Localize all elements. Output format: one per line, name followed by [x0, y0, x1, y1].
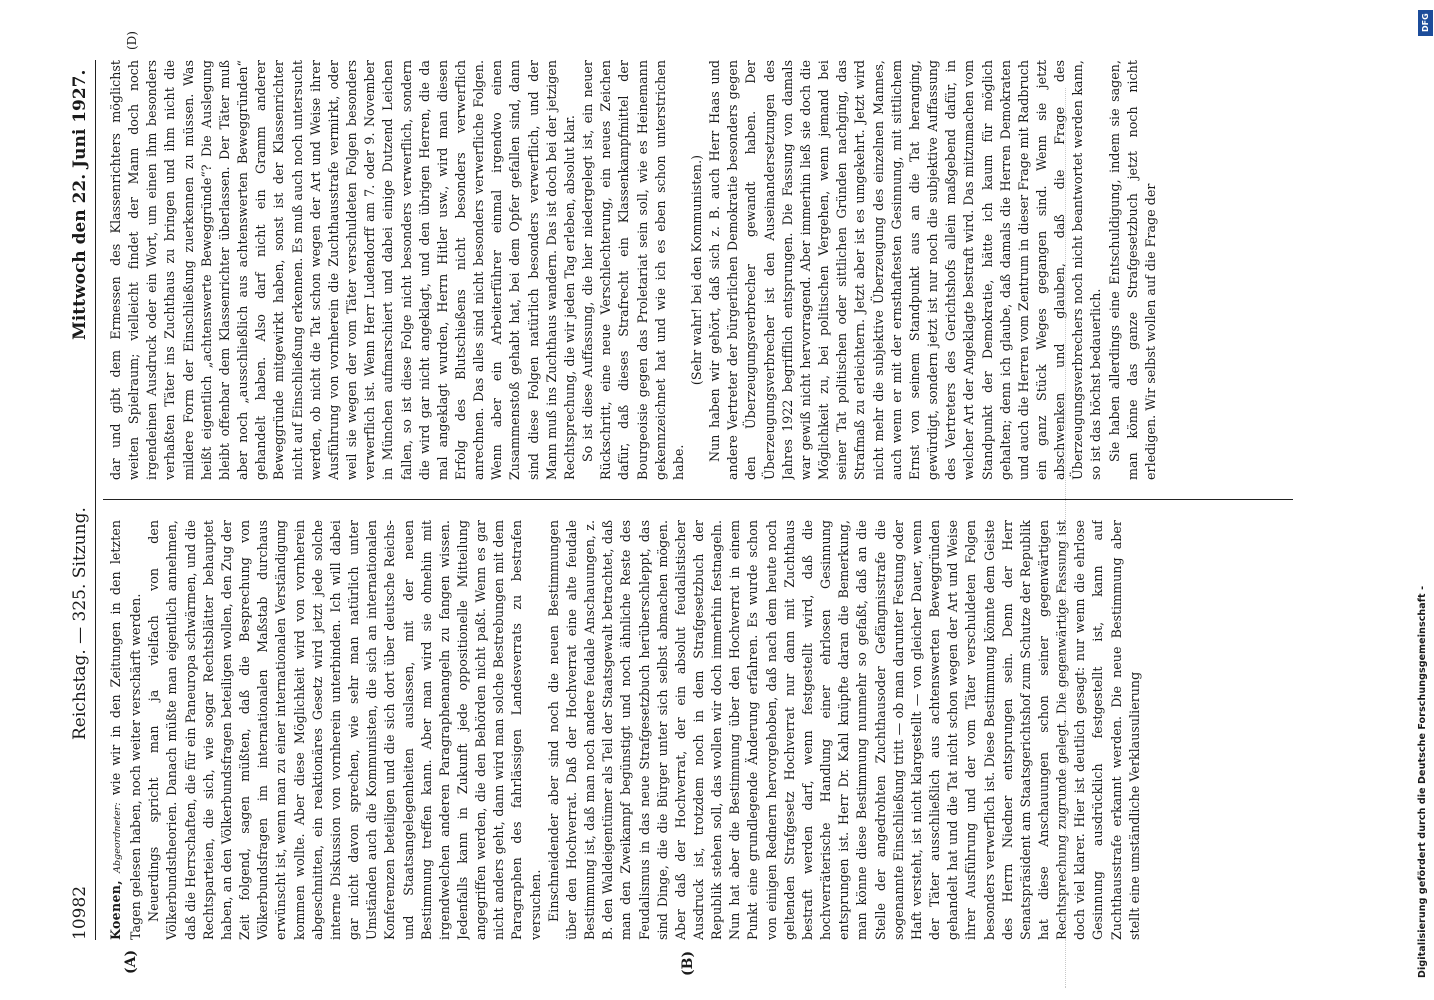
page-number: 10982 — [70, 885, 90, 940]
left-column — [107, 520, 1287, 940]
paragraph: Einschneidender aber sind noch die neuen Bestimmungen über den Hochverrat. Daß der Hochverrat eine alte feudale Bestimmung ist, daß man noch andere feudale Anschauungen, z. B. den Waldeigentümer als Teil der Staatsgewalt betrachtet, daß man den Zweikampf begünstigt und noch ähnliche Reste des Feudalismus in das neue Strafgesetzbuch herüberschleppt, das sind Dinge, die die Bürger unter sich selbst abmachen mögen. Aber daß der Hochverrat, der ein absolut feudalistischer Ausdruck ist, trotzdem noch in dem Strafgesetzbuch der Republik stehen soll, das wollen wir doch immerhin festnageln. Nun hat aber die Bestimmung über den Hochverrat in einem Punkt eine grundlegende Änderung erfahren. Es wurde schon von einigen Rednern hervorgehoben, daß nach dem heute noch geltenden Strafgesetz Hochverrat nur dann mit Zuchthaus bestraft werden darf, wenn festgestellt wird, daß die hochverräterische Handlung einer ehrlosen Gesinnung entsprungen ist. Herr Dr. Kahl knüpfte daran die Bemerkung, man könne diese Bestimmung nunmehr so gefaßt, daß an die Stelle der angedrohten Zuchthausoder Gefängnisstrafe die sogenannte Einschließung tritt — ob man darunter Festung oder Haft versteht, ist nicht klargestellt — von gleicher Dauer, wenn der Täter ausschließlich aus achtenswerten Beweggründen gehandelt hat und die Tat nicht schon wegen der Art und Weise ihrer Ausführung und der vom Täter verschuldeten Folgen besonders verwerflich ist. Diese Bestimmung könnte dem Geiste des Herrn Niedner entsprungen sein. Denn der Herr Senatspräsident am Staatsgerichtshof zum Schutze der Republik hat diese Anschauungen schon seiner gegenwärtigen Rechtsprechung zugrunde gelegt. Die gegenwärtige Fassung ist doch viel klarer. Hier ist deutlich gesagt: nur wenn die ehrlose Gesinnung ausdrücklich festgestellt ist, kann auf Zuchthausstrafe erkannt werden. Die neue Bestimmung aber stellt eine umständliche Verklausulierung — [545, 520, 1142, 940]
paragraph: Sie haben allerdings eine Entschuldigung, indem sie sagen, man könne das ganze Strafgesetzbuch jetzt noch nicht erledigen. Wir selbst wollen auf die Frage der — [1106, 60, 1158, 480]
newspaper-sheet — [65, 31, 1295, 976]
right-column — [107, 60, 1287, 480]
interjection: (Sehr wahr! bei den Kommunisten.) — [689, 154, 704, 386]
paragraph: dar und gibt dem Ermessen des Klassenrichters möglichst weiten Spielraum; vielleicht findet der Mann doch noch irgendeinen Ausdruck oder ein Wort, um einen ihm besonders verhaßten Täter ins Zuchthaus zu bringen und ihm nicht die mildere Form der Einschließung zuerkennen zu müssen. Was heißt eigentlich „achtenswerte Beweggründe“? Die Auslegung bleibt offenbar dem Klassenrichter überlassen. Der Täter muß aber noch „ausschließlich aus achtenswerten Beweggründen“ gehandelt haben. Also darf nicht ein Gramm anderer Beweggründe mitgewirkt haben, sonst ist der Klassenrichter nicht auf Einschließung erkennen. Es muß auch noch untersucht werden, ob nicht die Tat schon wegen der Art und Weise ihrer Ausführung von vornherein die Zuchthausstrafe vermirkt, oder weil sie wegen der vom Täter verschuldeten Folgen besonders verwerflich ist. Wenn Herr Ludendorff am 7. oder 9. November in München aufmarschiert und dabei einige Dutzend Leichen fallen, so ist diese Folge nicht besonders verwerflich, sondern die wird gar nicht angeklagt, und den übrigen Herren, die da mal angeklagt wurden, Herrn Hitler usw., wird man diesen Erfolg des Blutschießens nicht besonders verwerflich anrechnen. Das alles sind nicht besonders verwerfliche Folgen. Wenn aber ein Arbeiterführer einmal irgendwo einen Zusammenstoß gehabt hat, bei dem Opfer gefallen sind, dann sind diese Folgen natürlich besonders verwerflich, und der Mann muß ins Zuchthaus wandern. Das ist doch bei der jetzigen Rechtsprechung, die wir jeden Tag erleben, absolut klar. — [108, 60, 577, 480]
speaker-role: Abgeordneter: — [112, 802, 123, 873]
margin-marker-b: (B) — [680, 950, 696, 976]
scan-edge-dots — [1065, 88, 1066, 988]
paragraph: Neuerdings spricht man ja vielfach von den Völkerbundstheorien. Danach müßte man eigentlich annehmen, daß die Herrschaften, die für ein Paneuropa schwärmen, und die Rechtsparteien, die sich, wie sogar Rechtsblätter behauptet haben, an den Völkerbundsfragen beteiligen wollen, den Zug der Zeit folgend, sagen müßten, daß die Besprechung von Völkerbundsfragen im internationalen Maßstab durchaus erwünscht ist, wenn man zu einer internationalen Verständigung kommen wollte. Aber diese Möglichkeit wird von vornherein abgeschnitten, ein reaktionäres Gesetz wird jetzt jede solche interne Diskussion von vornherein unterbinden. Ich will dabei gar nicht davon sprechen, wie sehr man natürlich unter Umständen auch die Kommunisten, die sich an internationalen Konferenzen beteiligen und die sich dort über deutsche Reichs- und Staatsangelegenheiten auslassen, mit der neuen Bestimmung treffen kann. Aber man wird sie ohnehin mit irgendwelchen anderen Paragraphenangeln zu fangen wissen. Jedenfalls kann in Zukunft jede oppositionelle Mitteilung angegriffen werden, die den Behörden nicht paßt. Wenn es gar nicht anders geht, dann wird man solche Bestrebungen mit dem Paragraphen des fahrlässigen Landesverrats zu bestrafen versuchen. — [146, 520, 543, 940]
paragraph-text: wie wir in den Zeitungen in den letzten Tagen gelesen haben, noch weiter verschärft werden. — [108, 520, 144, 940]
session-title: Reichstag. — 325. Sitzung. — [70, 507, 90, 740]
column-divider — [103, 499, 1293, 500]
paragraph: Nun haben wir gehört, daß sich z. B. auch Herr Haas und andere Vertreter der bürgerlichen Demokratie besonders gegen den Überzeugungsverbrecher gewandt haben. Der Überzeugungsverbrecher ist den Auseinandersetzungen des Jahres 1922 begrifflich entsprungen. Die Fassung von damals war gewiß nicht hervorragend. Aber immerhin ließ sie doch die Möglichkeit zu, bei politischen Vergehen, wenn jemand bei seiner Tat politischen oder sittlichen Gründen nachging, das Strafmaß zu erleichtern. Jetzt aber ist es umgekehrt. Jetzt wird nicht mehr die subjektive Überzeugung des einzelnen Mannes, auch wenn er mit der ernsthaftesten Gesinnung, mit sittlichem Ernst von seinem Standpunkt aus an die Tat heranging, gewürdigt, sondern jetzt ist nur noch die subjektive Auffassung des Vertreters des Gerichtshofs allein maßgebend dafür, in welcher Art der Angeklagte bestraft wird. Das mitzumachen vom Standpunkt der Demokratie, hätte ich kaum für möglich gehalten; denn ich glaube, daß damals die Herren Demokraten und auch die Herren vom Zentrum in dieser Frage mit Radbruch ein ganz Stück Weges gegangen sind. Wenn sie jetzt abschwenken und glauben, daß die Frage des Überzeugungsverbrechers noch nicht beantwortet werden kann, so ist das höchst bedauerlich. — [707, 60, 1104, 480]
digitization-note: Digitalisierung gefördert durch die Deutsche Forschungsgemeinschaft - — [1417, 585, 1428, 978]
paragraph: So ist diese Auffassung, die hier niedergelegt ist, ein neuer Rückschritt, eine neue Verschlechterung, ein neues Zeichen dafür, daß dieses Strafrecht ein Klassenkampfmittel der Bourgeoisie gegen das Proletariat sein soll, wie es Heinemann gekennzeichnet hat und wie ich es eben schon unterstrichen habe. — [580, 60, 686, 480]
speaker-name: Koenen, — [108, 880, 123, 940]
running-head — [65, 60, 96, 940]
dfg-logo: DFG — [1418, 10, 1433, 36]
paragraph — [107, 520, 145, 940]
session-date: Mittwoch den 22. Juni 1927. — [70, 69, 90, 340]
margin-marker-d: (D) — [125, 31, 139, 50]
margin-marker-a: (A) — [123, 949, 139, 974]
